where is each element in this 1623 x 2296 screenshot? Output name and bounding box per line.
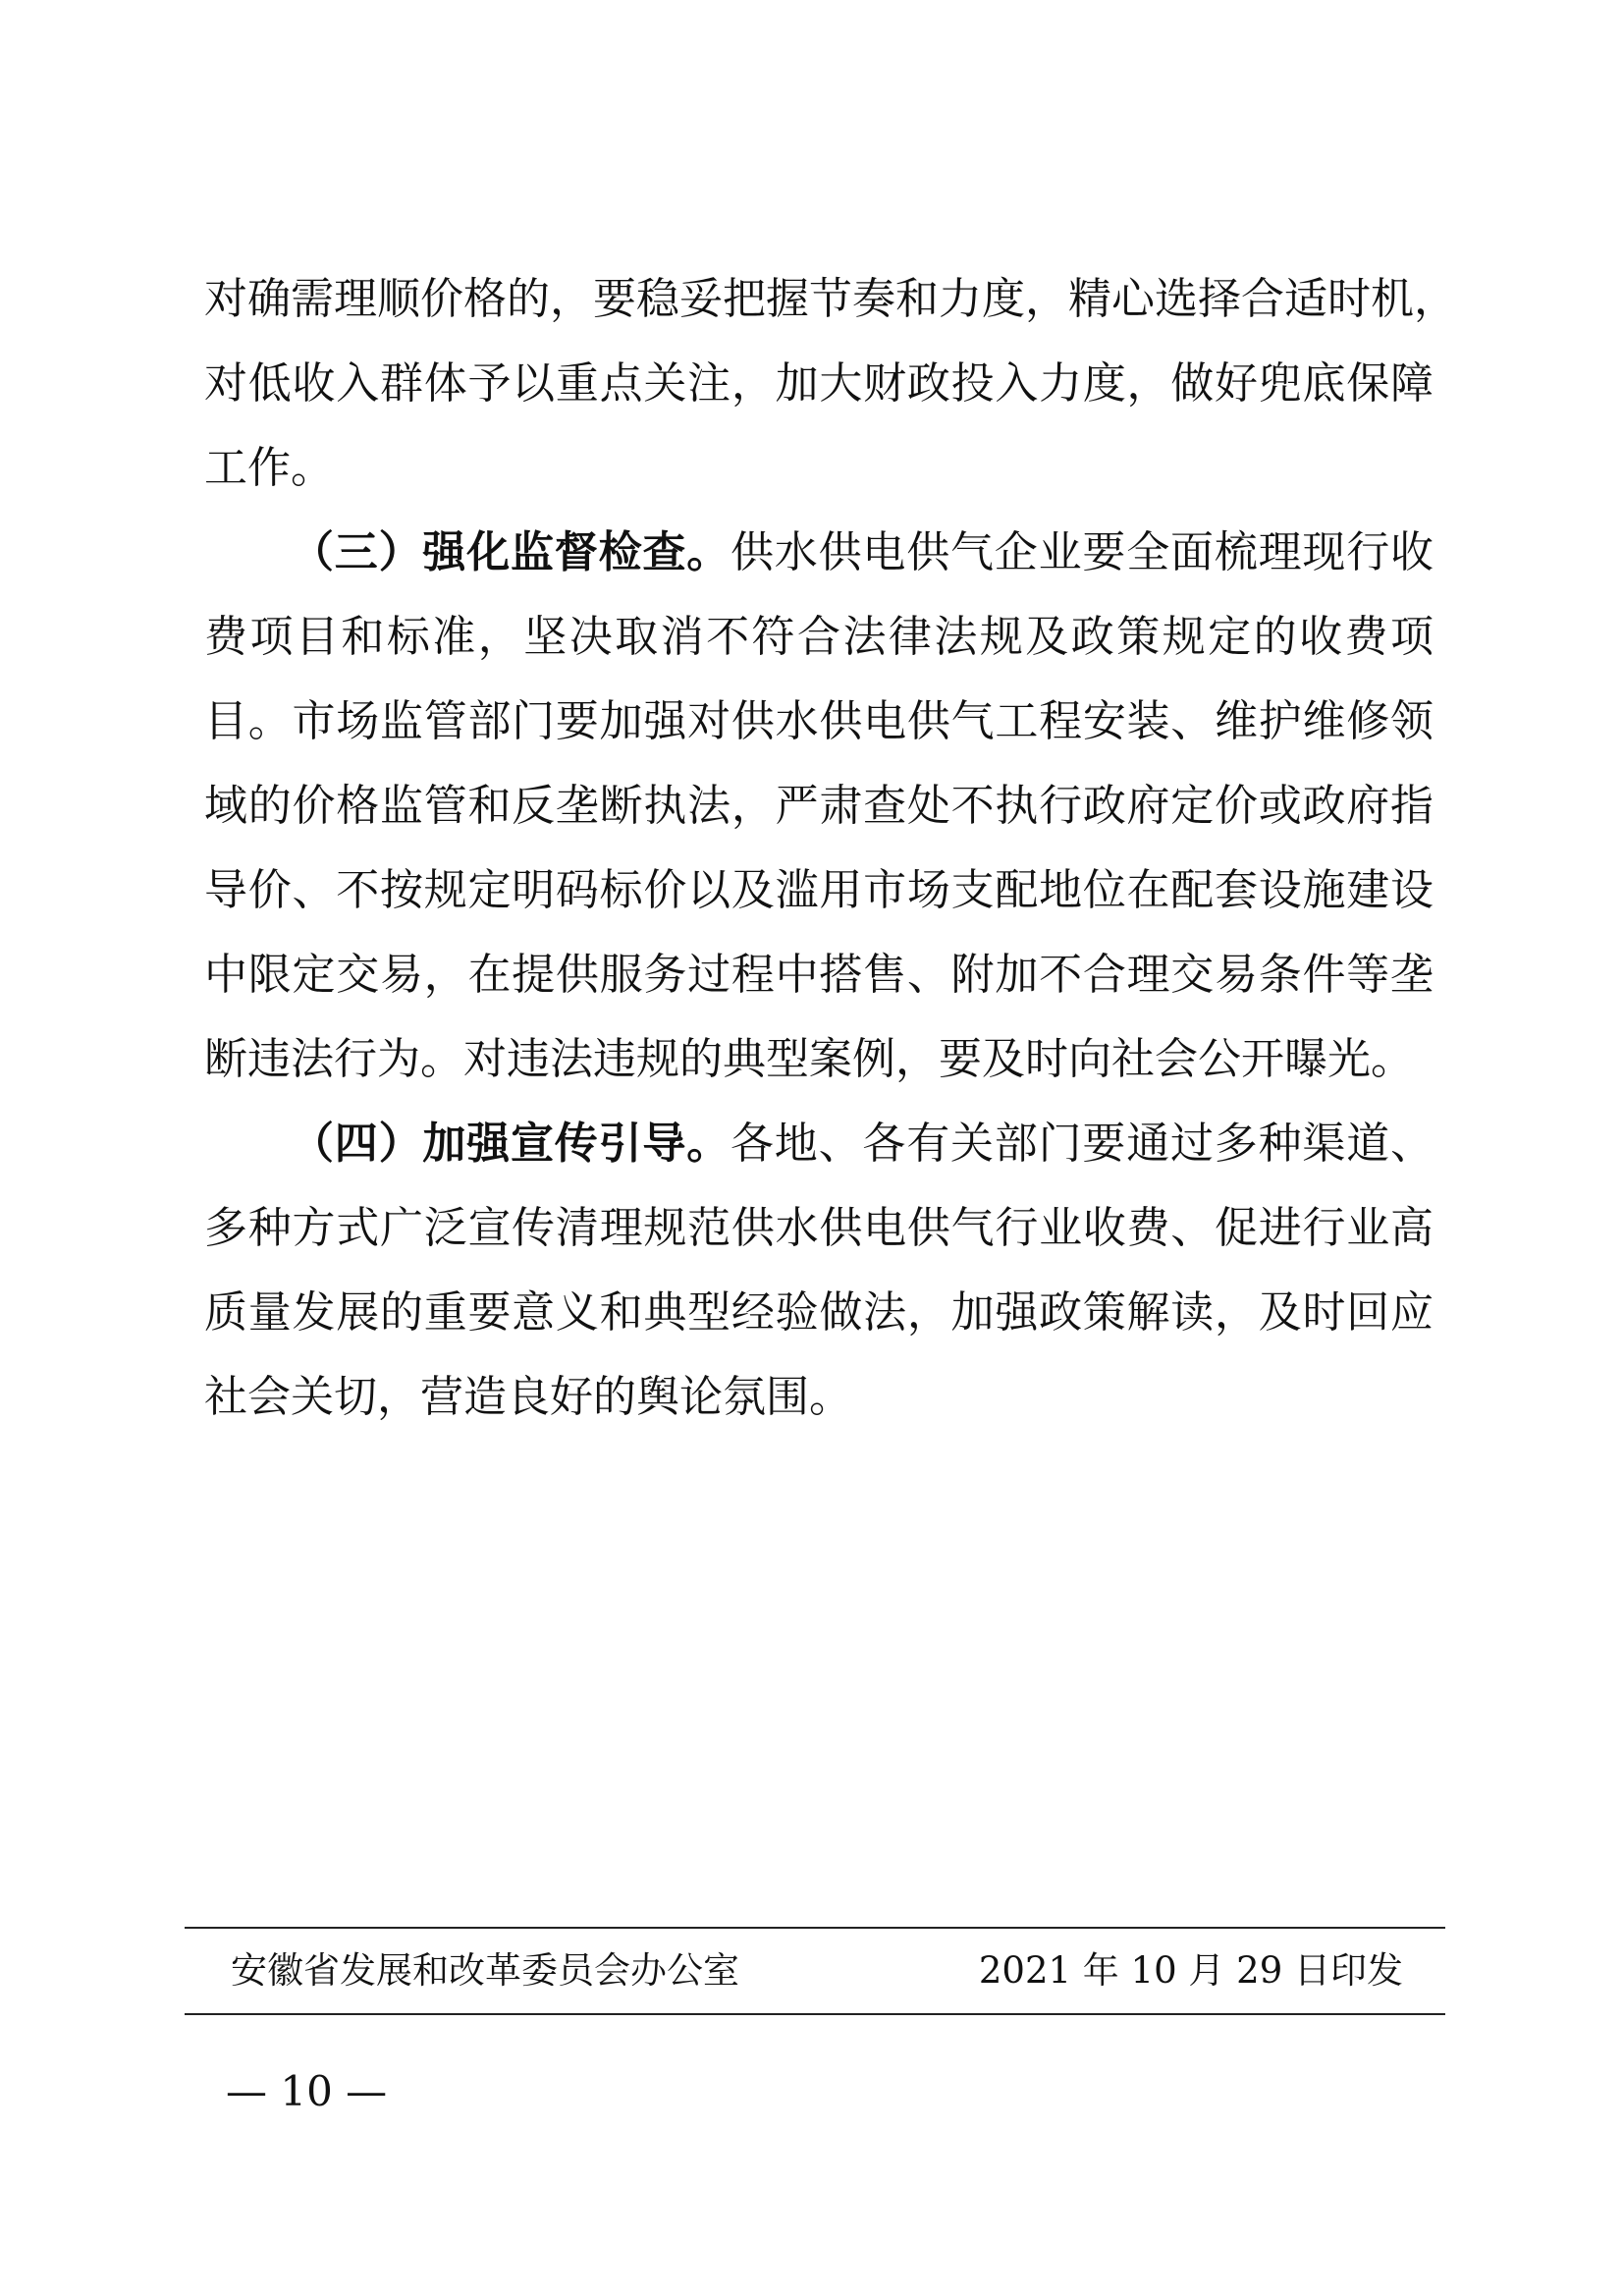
paragraph-2-line-7: 断违法行为。对违法违规的典型案例，要及时向社会公开曝光。 [204,1034,1414,1084]
paragraph-2-line-1-text: 供水供电供气企业要全面梳理现行收 [730,527,1434,577]
page-number: — 10 — [226,2067,388,2115]
print-date: 2021 年 10 月 29 日印发 [978,1949,1403,1992]
body-text [204,257,1457,1440]
paragraph-2-line-3: 目。市场监管部门要加强对供水供电供气工程安装、维护维修领 [204,696,1434,746]
paragraph-1-line-2: 对低收入群体予以重点关注，加大财政投入力度，做好兜底保障 [204,358,1434,409]
section-heading-4: （四）加强宣传引导。 [291,1119,730,1169]
paragraph-3-line-4: 社会关切，营造良好的舆论氛围。 [204,1372,852,1422]
paragraph-2-line-4: 域的价格监管和反垄断执法，严肃查处不执行政府定价或政府指 [204,781,1434,831]
paragraph-1-line-1: 对确需理顺价格的，要稳妥把握节奏和力度，精心选择合适时机， [204,274,1457,324]
paragraph-3-line-3: 质量发展的重要意义和典型经验做法，加强政策解读，及时回应 [204,1287,1434,1338]
paragraph-2-line-5: 导价、不按规定明码标价以及滥用市场支配地位在配套设施建设 [204,865,1434,915]
paragraph-2-line-2: 费项目和标准，坚决取消不符合法律法规及政策规定的收费项 [204,612,1434,662]
colophon [185,1929,1445,2013]
paragraph-3-line-1 [204,1102,1434,1186]
paragraph-1-line-3: 工作。 [204,443,334,493]
paragraph-2-line-6: 中限定交易，在提供服务过程中搭售、附加不合理交易条件等垄 [204,950,1434,1000]
issuer-name: 安徽省发展和改革委员会办公室 [231,1949,739,1992]
paragraph-2-line-1 [204,511,1434,595]
paragraph-3-line-2: 多种方式广泛宣传清理规范供水供电供气行业收费、促进行业高 [204,1203,1434,1253]
paragraph-3-line-1-text: 各地、各有关部门要通过多种渠道、 [730,1119,1434,1169]
footer-bottom-rule [185,2013,1445,2015]
section-heading-3: （三）强化监督检查。 [291,527,730,577]
